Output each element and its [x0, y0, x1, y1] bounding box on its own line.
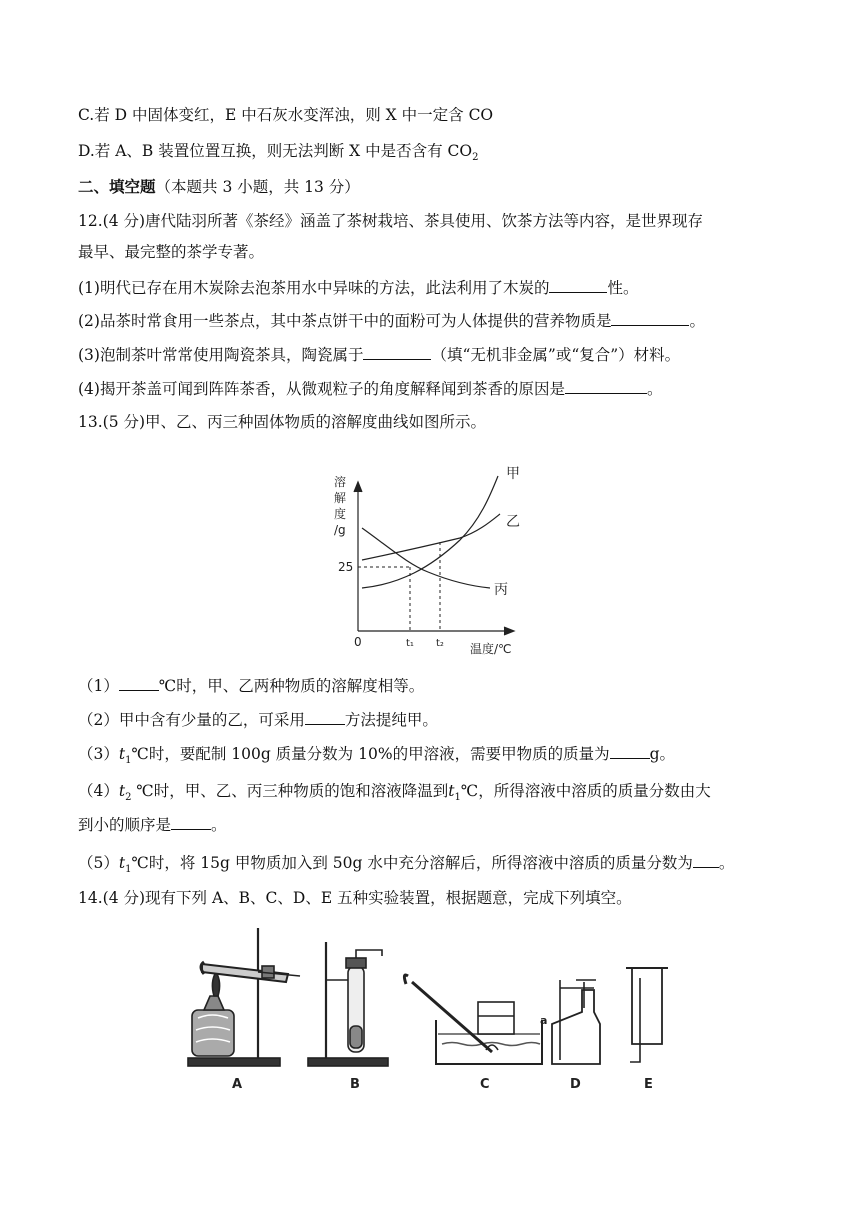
apparatus-a	[188, 928, 300, 1066]
apparatus-c	[404, 975, 542, 1064]
apparatus-figure	[180, 922, 680, 1098]
option-c: C.若 D 中固体变红，E 中石灰水变浑浊，则 X 中一定含 CO	[78, 106, 494, 124]
q13-part-1: （1） ℃时，甲、乙两种物质的溶解度相等。	[78, 677, 425, 695]
q13-part-4-cont: 到小的顺序是 。	[78, 816, 227, 834]
series-label-jia: 甲	[506, 466, 520, 482]
apparatus-d	[552, 980, 600, 1064]
q13-stem: 13.(5 分)甲、乙、丙三种固体物质的溶解度曲线如图所示。	[78, 413, 487, 431]
q12-part-1: (1)明代已存在用木炭除去泡茶用水中异味的方法，此法利用了木炭的 性。	[78, 279, 639, 297]
x-tick-t2: t₂	[436, 638, 444, 649]
apparatus-b	[308, 942, 388, 1066]
label-d: D	[570, 1077, 581, 1092]
xlabel: 温度/℃	[470, 642, 512, 656]
x-tick-t1: t₁	[406, 638, 414, 649]
q12-part-3: (3)泡制茶叶常常使用陶瓷茶具，陶瓷属于 （填“无机非金属”或“复合”）材料。	[78, 346, 681, 364]
ylabel-1: 溶	[334, 475, 347, 489]
curve-jia	[362, 476, 498, 588]
y-tick-25: 25	[338, 560, 354, 574]
origin-label: 0	[354, 635, 362, 649]
series-label-yi: 乙	[506, 514, 520, 530]
q12-stem-1: 12.(4 分)唐代陆羽所著《茶经》涵盖了茶树栽培、茶具使用、饮茶方法等内容，是世界现存	[78, 212, 704, 230]
label-d-port: a	[540, 1014, 548, 1027]
q12-part-2: (2)品茶时常食用一些茶点，其中茶点饼干中的面粉可为人体提供的营养物质是 。	[78, 312, 705, 330]
option-d: D.若 A、B 装置位置互换，则无法判断 X 中是否含有 $CO_2$	[78, 142, 479, 164]
label-e: E	[644, 1077, 653, 1092]
q13-part-4: $(4)t_2$ ℃时，甲、乙、丙三种物质的饱和溶液降温到$t_1℃$，所得溶液中溶质的质量分数由大	[78, 782, 711, 804]
q13-part-2: （2）甲中含有少量的乙，可采用 方法提纯甲。	[78, 711, 438, 729]
q13-part-3: $(3)t_1℃$时，要配制 100g 质量分数为 10%的甲溶液，需要甲物质的质量为 g。	[78, 745, 676, 767]
label-a: A	[232, 1077, 243, 1092]
curve-yi	[362, 514, 500, 560]
ylabel-2: 解	[334, 491, 347, 505]
solubility-chart	[320, 456, 530, 660]
q13-part-5: $(5)t_1℃$时，将 15g 甲物质加入到 50g 水中充分溶解后，所得溶液中溶质的质量分数为 。	[78, 854, 735, 876]
apparatus-e	[626, 968, 668, 1062]
ylabel-3: 度	[334, 507, 347, 521]
q14-stem: 14.(4 分)现有下列 A、B、C、D、E 五种实验装置，根据题意，完成下列填空。	[78, 889, 632, 907]
series-label-bing: 丙	[494, 582, 508, 598]
ylabel-4: /g	[334, 523, 346, 537]
q12-stem-2: 最早、最完整的茶学专著。	[78, 243, 265, 261]
curve-bing	[362, 528, 490, 588]
q12-part-4: (4)揭开茶盖可闻到阵阵茶香，从微观粒子的角度解释闻到茶香的原因是 。	[78, 380, 663, 398]
label-c: C	[480, 1077, 490, 1092]
section-title: 二、填空题（本题共 3 小题，共 13 分）	[78, 177, 360, 196]
label-b: B	[350, 1077, 360, 1092]
